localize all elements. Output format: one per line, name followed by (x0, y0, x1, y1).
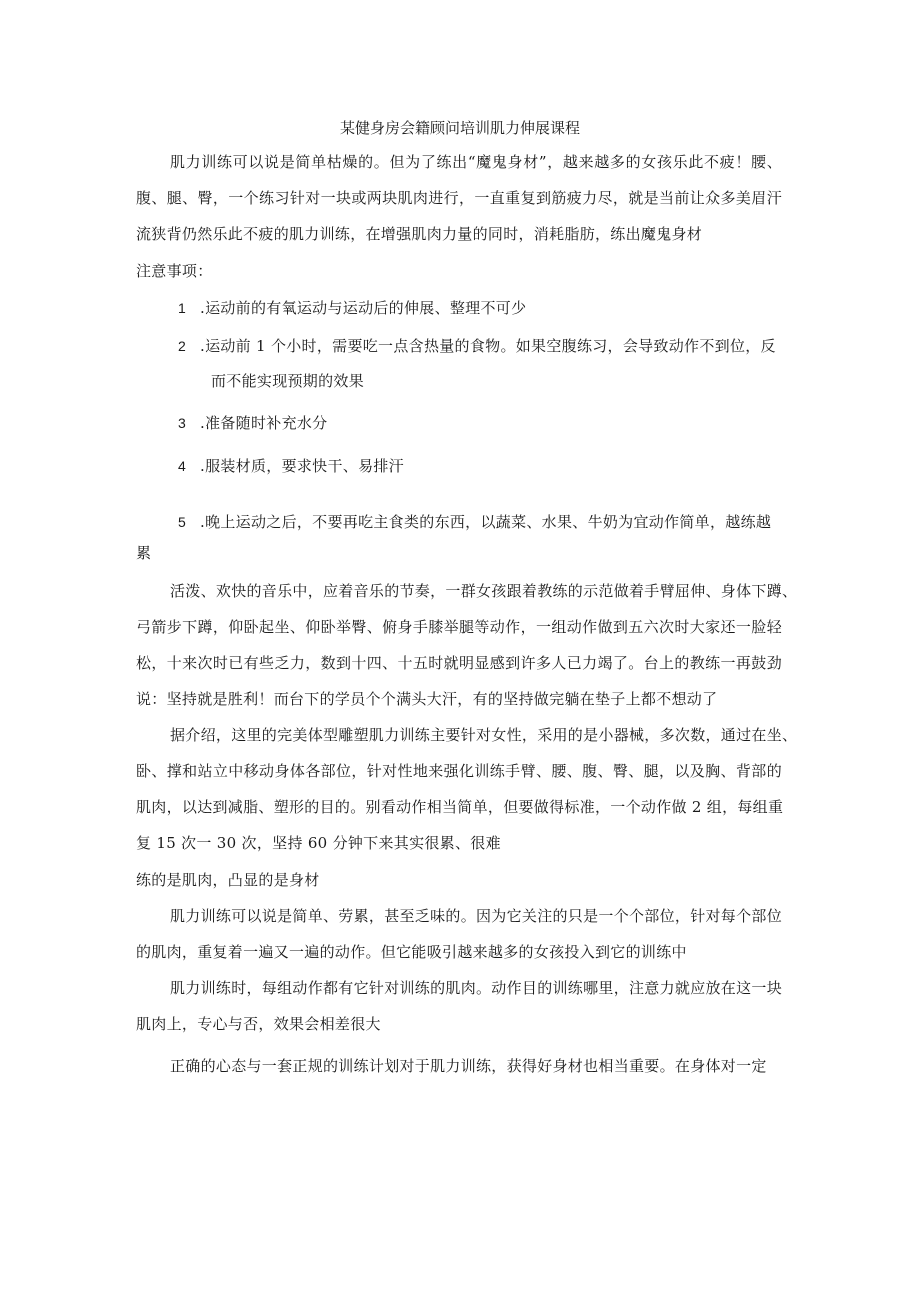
music-paragraph-line-1: 活泼、欢快的音乐中，应着音乐的节奏，一群女孩跟着教练的示范做着手臂屈伸、身体下蹲、 (170, 582, 798, 600)
document-title: 某健身房会籍顾问培训肌力伸展课程 (339, 119, 580, 137)
intro2-paragraph-line-4: 复 15 次一 30 次，坚持 60 分钟下来其实很累、很难 (136, 834, 501, 852)
note-number: 3 (178, 415, 187, 431)
intro2-paragraph-line-2: 卧、撑和站立中移动身体各部位，针对性地来强化训练手臂、腰、腹、臀、腿，以及胸、背部的 (136, 762, 782, 780)
note-text: .晚上运动之后，不要再吃主食类的东西，以蔬菜、水果、牛奶为宜动作简单，越练越 (200, 513, 772, 531)
note-text: .运动前的有氧运动与运动后的伸展、整理不可少 (200, 299, 527, 317)
mindset-paragraph-line-1: 正确的心态与一套正规的训练计划对于肌力训练，获得好身材也相当重要。在身体对一定 (170, 1057, 767, 1075)
notes-heading: 注意事项： (136, 262, 213, 280)
note-item-3 (178, 413, 327, 433)
intro-line-3: 流狭背仍然乐此不疲的肌力训练，在增强肌肉力量的同时，消耗脂肪，练出魔鬼身材 (136, 225, 703, 243)
music-paragraph-line-4: 说：坚持就是胜利！而台下的学员个个满头大汗，有的坚持做完躺在垫子上都不想动了 (136, 690, 718, 708)
focus-paragraph-line-1: 肌力训练时，每组动作都有它针对训练的肌肉。动作目的训练哪里，注意力就应放在这一块 (170, 979, 783, 997)
note-item-1 (178, 298, 526, 318)
note-text: .服装材质，要求快干、易排汗 (200, 457, 404, 475)
note-item-2-continued: 而不能实现预期的效果 (211, 372, 365, 390)
focus-paragraph-line-2: 肌肉上，专心与否，效果会相差很大 (136, 1015, 381, 1033)
note-number: 2 (178, 338, 187, 354)
note-item-4 (178, 456, 404, 476)
music-paragraph-line-3: 松，十来次时已有些乏力，数到十四、十五时就明显感到许多人已力竭了。台上的教练一再鼓劲 (136, 654, 782, 672)
intro-line-2: 腹、腿、臀，一个练习针对一块或两块肌肉进行，一直重复到筋疲力尽，就是当前让众多美眉汗 (136, 189, 782, 207)
note-item-2 (178, 336, 776, 356)
intro-line-1: 肌力训练可以说是简单枯燥的。但为了练出“魔鬼身材”，越来越多的女孩乐此不疲！腰、 (170, 153, 782, 171)
note-item-5 (178, 512, 771, 532)
intro2-paragraph-line-1: 据介绍，这里的完美体型雕塑肌力训练主要针对女性，采用的是小器械，多次数，通过在坐、 (170, 726, 798, 744)
note-number: 4 (178, 458, 187, 474)
music-paragraph-line-2: 弓箭步下蹲，仰卧起坐、仰卧举臀、俯身手膝举腿等动作，一组动作做到五六次时大家还一脸轻 (136, 618, 782, 636)
intro2-paragraph-line-3: 肌肉，以达到减脂、塑形的目的。别看动作相当简单，但要做得标准，一个动作做 2 组，每组重 (136, 798, 784, 816)
note-number: 1 (178, 300, 187, 316)
note-text: .运动前 1 个小时，需要吃一点含热量的食物。如果空腹练习，会导致动作不到位，反 (200, 337, 776, 355)
note-item-5-continued: 累 (136, 544, 152, 562)
note-text: .准备随时补充水分 (200, 414, 328, 432)
simple-paragraph-line-2: 的肌肉，重复着一遍又一遍的动作。但它能吸引越来越多的女孩投入到它的训练中 (136, 943, 687, 961)
note-number: 5 (178, 514, 187, 530)
muscle-line: 练的是肌肉，凸显的是身材 (136, 871, 320, 889)
simple-paragraph-line-1: 肌力训练可以说是简单、劳累，甚至乏味的。因为它关注的只是一个个部位，针对每个部位 (170, 907, 783, 925)
